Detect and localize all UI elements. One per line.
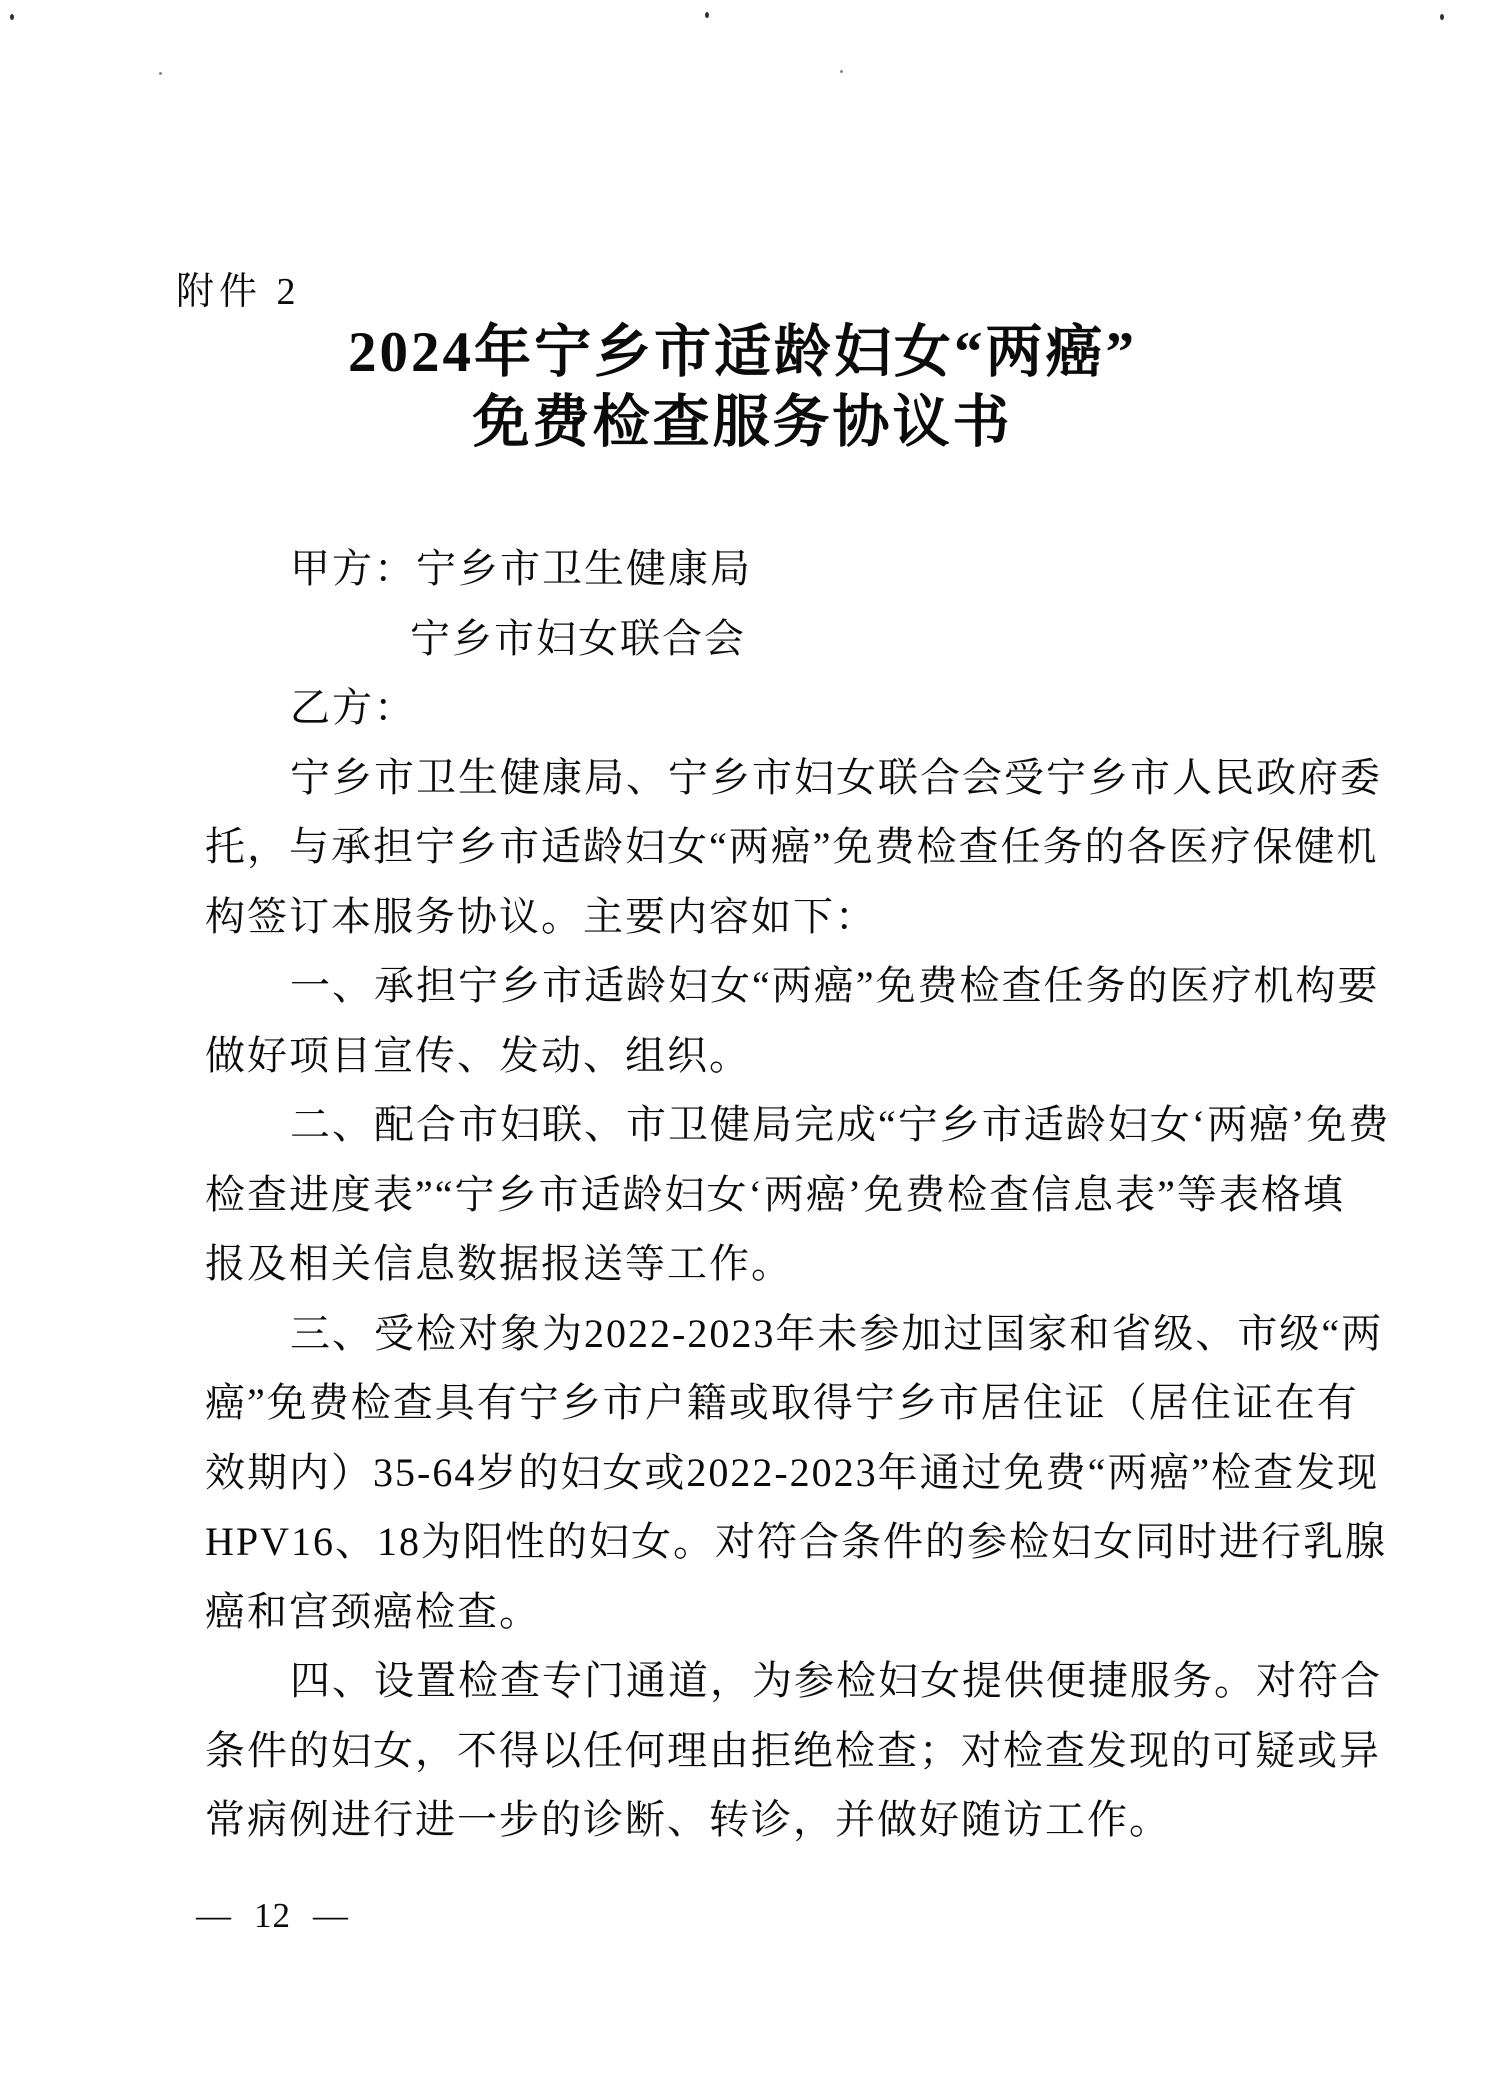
- paragraph-5-line-1: 四、设置检查专门通道，为参检妇女提供便捷服务。对符合: [290, 1658, 1382, 1703]
- scan-speck: [1440, 14, 1444, 20]
- paragraph-4-line-3: 效期内）35-64岁的妇女或2022-2023年通过免费“两癌”检查发现: [205, 1449, 1380, 1495]
- paragraph-2-line-1: 一、承担宁乡市适龄妇女“两癌”免费检查任务的医疗机构要: [290, 963, 1380, 1008]
- paragraph-2-line-2: 做好项目宣传、发动、组织。: [205, 1032, 751, 1078]
- document-title-line1: 2024年宁乡市适龄妇女“两癌”: [348, 321, 1137, 384]
- party-b-line: 乙方：: [290, 685, 416, 730]
- paragraph-4-line-5: 癌和宫颈癌检查。: [205, 1588, 541, 1634]
- paragraph-3-line-2: 检查进度表”“宁乡市适龄妇女‘两癌’免费检查信息表”等表格填: [205, 1171, 1345, 1217]
- paragraph-5-line-2: 条件的妇女，不得以任何理由拒绝检查；对检查发现的可疑或异: [205, 1727, 1381, 1773]
- scan-speck: [840, 70, 843, 73]
- party-a-cont-line: 宁乡市妇女联合会: [410, 615, 746, 661]
- footer-dash-right: —: [313, 1896, 349, 1935]
- scan-speck: [10, 14, 14, 20]
- paragraph-1-line-3: 构签订本服务协议。主要内容如下：: [205, 893, 877, 939]
- paragraph-3-line-1: 二、配合市妇联、市卫健局完成“宁乡市适龄妇女‘两癌’免费: [290, 1102, 1391, 1147]
- document-title-line2: 免费检查服务协议书: [472, 391, 1013, 454]
- page-footer: [196, 1896, 349, 1936]
- party-a-label: 甲方：: [290, 546, 416, 591]
- document-body: [205, 534, 1391, 1855]
- scan-speck: [705, 12, 709, 18]
- paragraph-4-line-1: 三、受检对象为2022-2023年未参加过国家和省级、市级“两: [290, 1310, 1384, 1356]
- paragraph-1-line-1: 宁乡市卫生健康局、宁乡市妇女联合会受宁乡市人民政府委: [290, 754, 1382, 800]
- paragraph-3-line-3: 报及相关信息数据报送等工作。: [205, 1241, 793, 1286]
- paragraph-4-line-2: 癌”免费检查具有宁乡市户籍或取得宁乡市居住证（居住证在有: [205, 1380, 1359, 1425]
- page-number: 12: [254, 1896, 291, 1935]
- footer-dash-left: —: [196, 1896, 232, 1935]
- document-title: [0, 318, 1485, 458]
- paragraph-1-line-2: 托，与承担宁乡市适龄妇女“两癌”免费检查任务的各医疗保健机: [205, 824, 1379, 869]
- scan-speck: [159, 72, 162, 75]
- attachment-label: 附件 2: [176, 271, 301, 313]
- paragraph-4-line-4: HPV16、18为阳性的妇女。对符合条件的参检妇女同时进行乳腺: [205, 1519, 1388, 1564]
- party-a-line: [205, 534, 1385, 604]
- party-a-name: 宁乡市卫生健康局: [416, 546, 752, 591]
- paragraph-5-line-3: 常病例进行进一步的诊断、转诊，并做好随访工作。: [205, 1797, 1171, 1842]
